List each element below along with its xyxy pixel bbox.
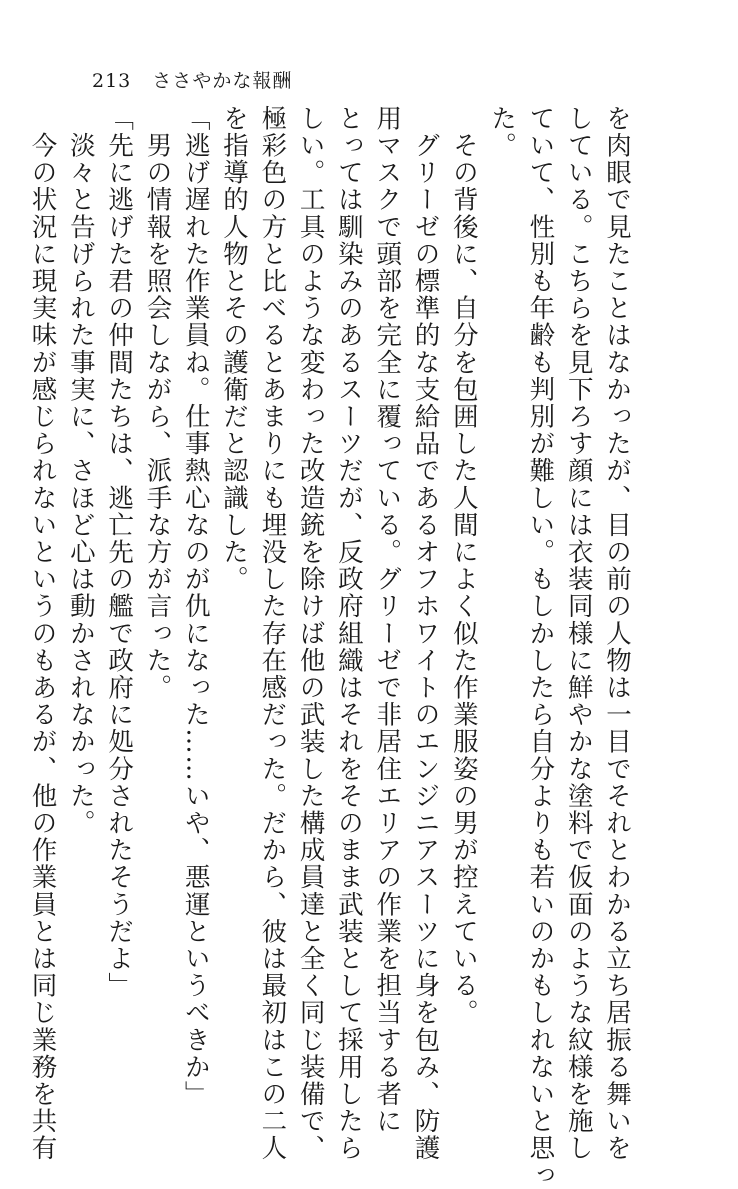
text-line: を肉眼で見たことはなかったが、目の前の人物は一目でそれとわかる立ち居振る舞いを: [602, 105, 632, 1162]
chapter-title: ささやかな報酬: [152, 70, 293, 92]
text-line: を指導的人物とその護衛だと認識した。: [219, 105, 250, 593]
running-header: [92, 66, 292, 93]
text-line: た。: [487, 105, 518, 160]
dialogue-line: 「先に逃げた君の仲間たちは、逃亡先の艦で政府に処分されたそうだよ」: [104, 105, 135, 1000]
novel-body-text: [27, 105, 636, 1189]
text-line: グリーゼの標準的な支給品であるオフホワイトのエンジニアスーツに身を包み、防護: [410, 105, 441, 1162]
dialogue-line: 「逃げ遅れた作業員ね。仕事熱心なのが仇になった……いや、悪運というべきか」: [180, 105, 211, 1108]
text-line: とっては馴染みのあるスーツだが、反政府組織はそれをそのまま武装として採用したら: [333, 105, 364, 1162]
page-number: 213: [92, 70, 132, 92]
text-line: 用マスクで頭部を完全に覆っている。グリーゼで非居住エリアの作業を担当する者に: [372, 105, 403, 1135]
text-line: しい。工具のような変わった改造銃を除けば他の武装した構成員達と全く同じ装備で、: [295, 105, 326, 1162]
text-line: 極彩色の方と比べるとあまりにも埋没した存在感だった。だから、彼は最初はこの二人: [257, 105, 288, 1162]
text-line: している。こちらを見下ろす顔には衣装同様に鮮やかな塗料で仮面のような紋様を施し: [563, 105, 594, 1162]
text-line: 今の状況に現実味が感じられないというのもあるが、他の作業員とは同じ業務を共有: [27, 105, 58, 1162]
text-line: 淡々と告げられた事実に、さほど心は動かされなかった。: [65, 105, 96, 837]
text-line: ていて、性別も年齢も判別が難しい。もしかしたら自分よりも若いのかもしれないと思っ: [525, 105, 556, 1189]
text-line: その背後に、自分を包囲した人間によく似た作業服姿の男が控えている。: [448, 105, 479, 1027]
text-line: 男の情報を照会しながら、派手な方が言った。: [142, 105, 173, 702]
